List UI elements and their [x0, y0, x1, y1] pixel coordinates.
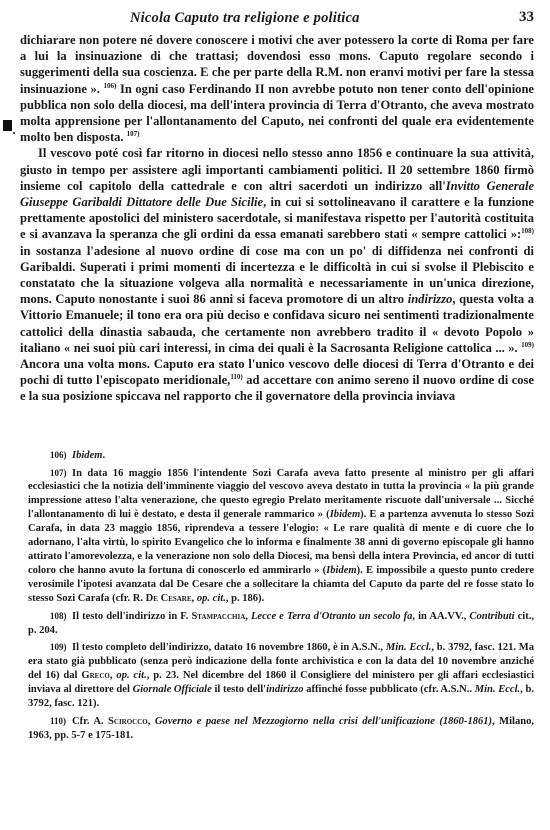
footnote-number: 109) [50, 642, 67, 653]
footnote-text: , p. 186). [225, 592, 265, 604]
paragraph-1 [20, 32, 534, 145]
footnote-italic: op. cit. [196, 592, 226, 604]
footnote-italic: Giornale Officiale [132, 684, 212, 696]
running-title: Nicola Caputo tra religione e politica [130, 10, 360, 26]
footnote-italic: Governo e paese nel Mezzogiorno nella crisi dell'unificazione (1860-1861) [154, 715, 493, 727]
footnotes [28, 449, 534, 743]
paragraph-1-text-b: In ogni caso Ferdinando II non avrebbe potuto non tener conto dell'opinione pubblica non solo della diocesi, ma dell'intera provincia di Terra d'Otranto, che aveva mostrato molta apprensione per l'allontanamento del Caputo, nei confronti del quale era evidentemente molto ben disposta. [20, 81, 535, 145]
paragraph-2 [20, 145, 534, 404]
footnote-text: affinché fosse pubblicato (cfr. A.S.N.. [303, 684, 475, 696]
footnote-text: Il testo completo dell'indirizzo, datato 16 novembre 1860, è in A.S.N., [72, 642, 386, 654]
footnote [28, 715, 534, 743]
footnote-text: Stampacchia [191, 610, 246, 622]
footnote-text: , b. 3792, fasc. 121). [28, 684, 534, 710]
footnote-text: , [191, 592, 197, 604]
footnote [28, 641, 534, 711]
footnote-italic: indirizzo [266, 684, 304, 696]
paragraph-2-text-e: Ancora una volta mons. Caputo era stato l'unico vescovo delle diocesi di Terra d'Otranto e dei pochi di tutto l'episcopato meridionale, [20, 357, 534, 388]
footnote-text: , in AA.VV., [412, 610, 470, 622]
footnote [28, 467, 534, 606]
paragraph-2-italic-indirizzo: indirizzo [407, 292, 453, 307]
footnote-text: , b. 3792, fasc. 121. Ma era stato già pubblicato (senza però indicazione della fonte archivistica e con la data del 10 novembre anziché del 16) dal [28, 642, 534, 682]
footnote-text: . [102, 449, 106, 461]
margin-mark [3, 120, 12, 131]
footnote-text: Scirocco [108, 715, 148, 727]
footnote-number: 108) [50, 610, 67, 621]
footnote-text: Il testo dell'indirizzo in F. [72, 610, 192, 622]
footnote-text: cit., p. 204. [28, 610, 534, 636]
footnote-italic: Ibidem [329, 509, 361, 521]
footnote-number: 110) [50, 715, 67, 726]
paragraph-2-text-c: in sostanza l'adesione al nuovo ordine di cose ma con un po' di diffidenza nei confronti di Garibaldi. Superati i primi momenti di incertezza e le difficoltà in cui si svolse il Plebiscito e constatato che la situazione volgeva alla normalità e necessariamente in un'unica direzione, mons. Caputo nonostante i suoi 86 anni si faceva promotore di un altro [20, 243, 534, 307]
footnote-italic: Ibidem [326, 564, 357, 576]
footnote-italic: op. cit. [116, 670, 147, 682]
paragraph-2-italic-title: Invitto Generale Giuseppe Garibaldi Dittatore delle Due Sicilie [20, 178, 535, 210]
footnote-text: , p. 23. Nel dicembre del 1860 il Consigliere del ministero per gli affari ecclesiastici inviava al direttore del [28, 670, 534, 696]
footnote-text: Greco [81, 670, 110, 682]
paragraph-2-text-b: , in cui si sottolineavano il carattere e la funzione prettamente apostolici del ministero sacerdotale, si manifestava rispetto per l'autorità costituita e si avanzava la speranza che gli ordini da essa emanati sarebbero stati « sempre cattolici »: [20, 195, 534, 242]
footnote-italic: Min. Eccl. [474, 684, 521, 696]
footnote-italic: Min. Eccl. [385, 642, 432, 654]
paragraph-2-text-a: Il vescovo poté così far ritorno in diocesi nello stesso anno 1856 e continuare la sua attività, giusto in tempo per assistere agli importanti cambiamenti politici. Il 20 settembre 1860 firmò insieme col capitolo della cattedrale e con altri sacerdoti un indirizzo all' [20, 146, 534, 193]
footnote-text: Cfr. A. [72, 715, 109, 727]
page-number: 33 [519, 9, 534, 25]
footnote-text: il testo dell' [211, 684, 267, 696]
footnote [28, 449, 534, 463]
footnote-ref-109: 109) [521, 340, 534, 349]
body-text [20, 32, 534, 405]
footnote [28, 610, 534, 638]
footnote-ref-106: 106) [103, 81, 117, 90]
paragraph-1-text-a: dichiarare non potere né dovere conoscere i motivi che aver potessero la corte di Roma per fare a lui la insinuazione di che trattasi; dovendosi esso mons. Caputo regolare secondo i suggerimenti della sua coscienza. E che per parte della R.M. non eranvi motivi per fare la stessa insinuazione ». [20, 33, 534, 96]
footnote-text: In data 16 maggio 1856 l'intendente Sozi Carafa aveva fatto presente al ministro per gli affari ecclesiastici che la notizia dell'imminente viaggio del vescovo aveva destato in tutta la provincia « la più grande impressione atteso l'alta venerazione, che questo egregio Prelato meritamente riscuote dall'universale ... Sicché l'allontanamento di lui è destato, e desta il generale rammarico » ( [28, 467, 534, 521]
footnote-ref-110: 110) [230, 373, 243, 382]
footnote-ref-108: 108) [521, 227, 534, 236]
footnote-italic: Ibidem [72, 449, 103, 461]
footnote-text: De Cesare [145, 592, 192, 604]
paragraph-2-text-d: , questa volta a Vittorio Emanuele; il tono era ora più deciso e confidava sicuro nei sentimenti tradizionalmente cattolici della dinastia sabauda, che certamente non avrebbero tradito il « devoto Popolo » italiano « nei suoi più cari interessi, in cima dei quali è la Sacrosanta Religione cattolica ... ». [20, 292, 534, 355]
footnote-italic: Lecce e Terra d'Otranto un secolo fa [250, 610, 413, 622]
footnote-text: , Milano, 1963, pp. 5-7 e 175-181. [28, 715, 534, 741]
margin-dot [13, 132, 15, 134]
footnote-text: , [147, 715, 155, 727]
footnote-ref-107: 107) [126, 130, 140, 139]
footnote-text: ). E impossibile a questo punto credere verosimile l'ipotesi avanzata dal De Cesare che a sollecitare la chiamta del Caputo da parte del re fosse stato lo stesso Sozi Carafa (cfr. R. [28, 564, 535, 604]
page [20, 8, 534, 747]
footnote-italic: Contributi [469, 610, 515, 622]
footnote-number: 107) [50, 467, 67, 478]
footnote-number: 106) [50, 449, 67, 460]
footnote-text: , [245, 610, 251, 622]
footnote-text: , [109, 670, 117, 682]
paragraph-2-text-f: ad accettare con animo sereno il nuovo ordine di cose e la sua posizione spiccava nel rapporto che il governatore della provincia inviava [20, 373, 534, 404]
footnote-text: ). E a partenza avvenuta lo stesso Sozi Carafa, in data 23 maggio 1856, riprendeva a tessere l'elogio: « Le rare qualità di mente e di cuore che lo adornano, l'alta virtù, lo spirito Evangelico che lo informa e finalmente 38 anni di governo episcopale gli hanno attirato l'amorevolezza, e la venerazione non solo della Diocesi, ma bensì della intera Provincia, ed ancor di tutti coloro che hanno avuto la fortuna di conoscerlo ed ammirarlo » ( [28, 509, 534, 576]
page-header [20, 8, 534, 32]
